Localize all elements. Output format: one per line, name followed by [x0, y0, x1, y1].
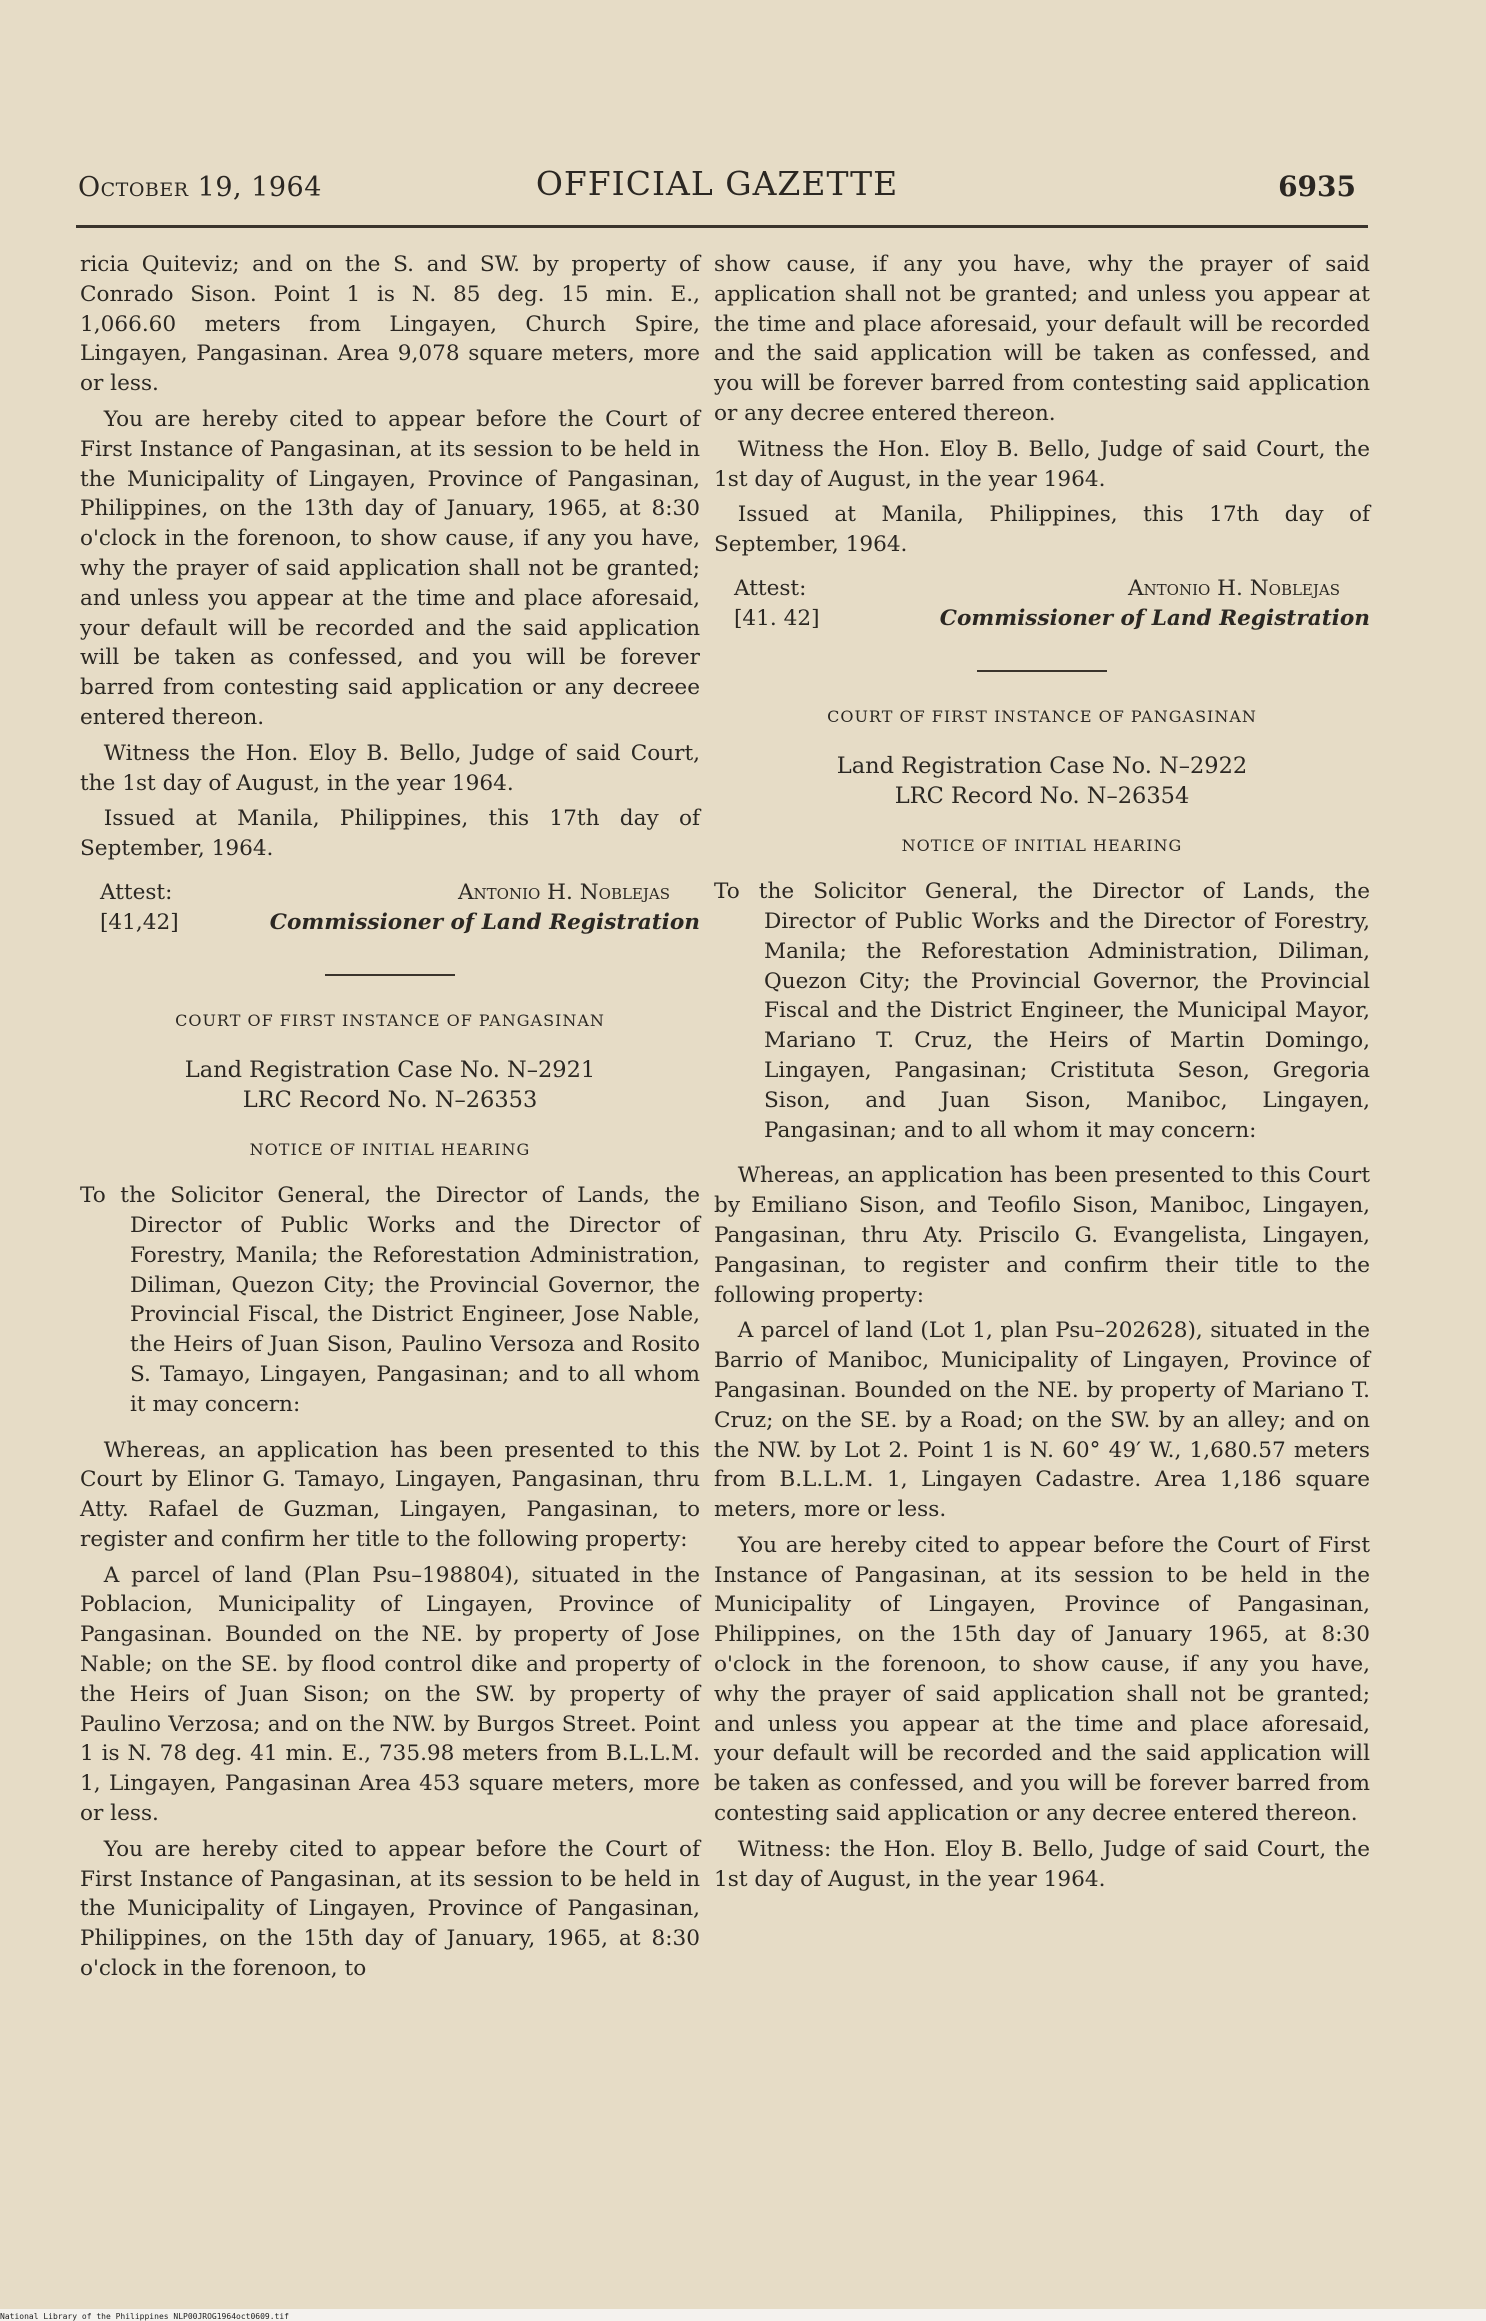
attestation-title-row: [80, 908, 700, 938]
case-numbers: [714, 751, 1370, 811]
issue-reference: [41,42]: [100, 909, 179, 935]
attest-label: Attest:: [734, 575, 807, 601]
header-date-rest: 19, 1964: [197, 172, 322, 203]
case-number: Land Registration Case No. N–2922: [836, 753, 1248, 780]
header-rule: [76, 225, 1368, 228]
right-column: [714, 250, 1370, 1900]
section-divider: [325, 974, 455, 976]
paragraph: Witness the Hon. Eloy B. Bello, Judge of said Court, the 1st day of August, in the year 1964.: [80, 740, 700, 796]
attest-name: Antonio H. Noblejas: [457, 879, 670, 905]
publication-title: OFFICIAL GAZETTE: [535, 164, 899, 203]
notice-heading: NOTICE OF INITIAL HEARING: [249, 1140, 531, 1160]
paragraph: You are hereby cited to appear before the Court of First Instance of Pangasinan, at its session to be held in the Municipality of Lingayen, Province of Pangasinan, Philippines, on the 15th day of January 1965, at 8:30 o'clock in the forenoon, to show cause, if any you have, why the prayer of said application shall not be granted; and unless you appear at the time and place aforesaid, your default will be recorded and the said application will be taken as confessed, and you will be forever barred from contesting said application or any decree entered thereon.: [714, 1532, 1370, 1827]
addressee-block: To the Solicitor General, the Director of Lands, the Director of Public Works and the Director of Forestry, Manila; the Reforestation Administration, Diliman, Quezon City; the Provincial Governor, the Provincial Fiscal, the District Engineer, Jose Nable, the Heirs of Juan Sison, Paulino Versoza and Rosito S. Tamayo, Lingayen, Pangasinan; and to all whom it may concern:: [80, 1183, 700, 1417]
case-number: Land Registration Case No. N–2921: [184, 1057, 596, 1084]
paragraph: show cause, if any you have, why the prayer of said application shall not be granted; and unless you appear at the time and place aforesaid, your default will be recorded and the said application will be taken as confessed, and you will be forever barred from contesting said application or any decree entered thereon.: [714, 252, 1370, 426]
lrc-record-number: LRC Record No. N–26354: [894, 783, 1190, 810]
issue-reference: [41. 42]: [734, 605, 820, 631]
case-numbers: [80, 1055, 700, 1115]
attestation: [714, 574, 1370, 604]
paragraph: Whereas, an application has been presented to this Court by Emiliano Sison, and Teofilo Sison, Maniboc, Lingayen, Pangasinan, thru Aty. Priscilo G. Evangelista, Lingayen, Pangasinan, to register and confirm their title to the following property:: [714, 1163, 1370, 1308]
attest-title: Commissioner of Land Registration: [269, 909, 700, 935]
paragraph: ricia Quiteviz; and on the S. and SW. by property of Conrado Sison. Point 1 is N. 85 deg. 15 min. E., 1,066.60 meters from Lingayen, Church Spire, Lingayen, Pangasinan. Area 9,078 square meters, more or less.: [80, 252, 700, 397]
paragraph: Issued at Manila, Philippines, this 17th day of September, 1964.: [80, 806, 700, 862]
court-heading: COURT OF FIRST INSTANCE OF PANGASINAN: [175, 1010, 605, 1030]
attestation: [80, 878, 700, 908]
notice-heading: NOTICE OF INITIAL HEARING: [901, 836, 1183, 856]
addressee-block: To the Solicitor General, the Director of Lands, the Director of Public Works and the Director of Forestry, Manila; the Reforestation Administration, Diliman, Quezon City; the Provincial Governor, the Provincial Fiscal and the District Engineer, the Municipal Mayor, Mariano T. Cruz, the Heirs of Martin Domingo, Lingayen, Pangasinan; Cristituta Seson, Gregoria Sison, and Juan Sison, Maniboc, Lingayen, Pangasinan; and to all whom it may concern:: [714, 879, 1370, 1143]
header-date-month: October: [78, 172, 189, 203]
left-column: [80, 250, 700, 1990]
paragraph: A parcel of land (Lot 1, plan Psu–202628), situated in the Barrio of Maniboc, Municipality of Lingayen, Province of Pangasinan. Bounded on the NE. by property of Mariano T. Cruz; on the SE. by a Road; on the SW. by an alley; and on the NW. by Lot 2. Point 1 is N. 60° 49′ W., 1,680.57 meters from B.L.L.M. 1, Lingayen Cadastre. Area 1,186 square meters, more or less.: [714, 1318, 1370, 1523]
court-heading: COURT OF FIRST INSTANCE OF PANGASINAN: [827, 706, 1257, 726]
attestation-title-row: [714, 604, 1370, 634]
paragraph: Witness the Hon. Eloy B. Bello, Judge of said Court, the 1st day of August, in the year 1964.: [714, 436, 1370, 492]
paragraph: Witness: the Hon. Eloy B. Bello, Judge of said Court, the 1st day of August, in the year 1964.: [714, 1836, 1370, 1892]
paragraph: You are hereby cited to appear before the Court of First Instance of Pangasinan, at its session to be held in the Municipality of Lingayen, Province of Pangasinan, Philippines, on the 13th day of January, 1965, at 8:30 o'clock in the forenoon, to show cause, if any you have, why the prayer of said application shall not be granted; and unless you appear at the time and place aforesaid, your default will be recorded and the said application will be taken as confessed, and you will be forever barred from contesting said application or any decreee entered thereon.: [80, 406, 700, 730]
paragraph: Whereas, an application has been presented to this Court by Elinor G. Tamayo, Lingayen, Pangasinan, thru Atty. Rafael de Guzman, Lingayen, Pangasinan, to register and confirm her title to the following property:: [80, 1437, 700, 1552]
page-number: 6935: [1278, 170, 1356, 203]
lrc-record-number: LRC Record No. N–26353: [242, 1087, 538, 1114]
paragraph: Issued at Manila, Philippines, this 17th day of September, 1964.: [714, 502, 1370, 558]
paragraph: You are hereby cited to appear before the Court of First Instance of Pangasinan, at its session to be held in the Municipality of Lingayen, Province of Pangasinan, Philippines, on the 15th day of January, 1965, at 8:30 o'clock in the forenoon, to: [80, 1836, 700, 1982]
attest-label: Attest:: [100, 879, 173, 905]
section-divider: [977, 670, 1107, 672]
scan-source-label: National Library of the Philippines NLP00JROG1964oct0609.tif: [0, 2312, 289, 2321]
paragraph: A parcel of land (Plan Psu–198804), situated in the Poblacion, Municipality of Lingayen, Province of Pangasinan. Bounded on the NE. by property of Jose Nable; on the SE. by flood control dike and property of the Heirs of Juan Sison; on the SW. by property of Paulino Verzosa; and on the NW. by Burgos Street. Point 1 is N. 78 deg. 41 min. E., 735.98 meters from B.L.L.M. 1, Lingayen, Pangasinan Area 453 square meters, more or less.: [80, 1562, 700, 1827]
attest-name: Antonio H. Noblejas: [1127, 575, 1340, 601]
attest-title: Commissioner of Land Registration: [939, 605, 1370, 631]
page-header: [78, 164, 1356, 212]
